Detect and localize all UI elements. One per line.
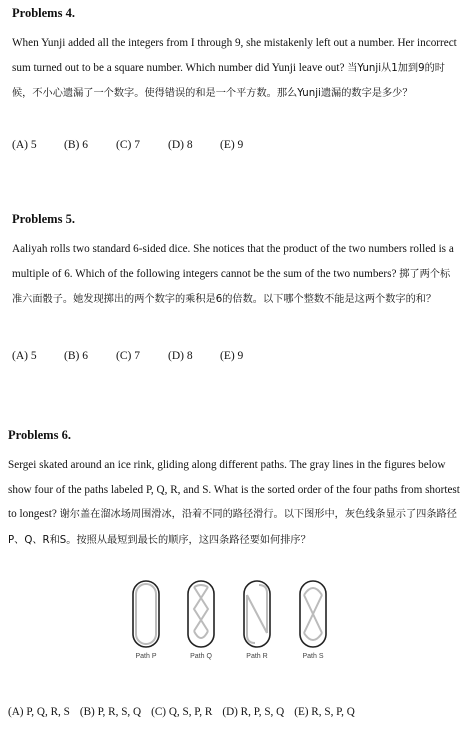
choice-a[interactable]: (A) P, Q, R, S [8, 706, 70, 718]
problem-6-english: Sergei skated around an ice rink, gliding along different paths. The gray lines in the figures below show four of the paths labeled P, Q, R, and S. What is the sorted order of the four paths from shortest to longest? [8, 459, 460, 520]
choice-e[interactable]: (E) R, S, P, Q [294, 706, 355, 718]
path-q-label: Path Q [190, 653, 212, 660]
problem-5-english: Aaliyah rolls two standard 6-sided dice. She notices that the product of the two numbers rolled is a multiple of 6. Which of the following integers cannot be the sum of the two numbers? [12, 243, 454, 280]
choice-d[interactable]: (D) 8 [168, 139, 193, 151]
problem-6-chinese: 谢尔盖在溜冰场周围滑冰，沿着不同的路径滑行。以下图形中，灰色线条显示了四条路径P、Q、R和S。按照从最短到最长的顺序，这四条路径要如何排序？ [8, 509, 457, 546]
choice-d[interactable]: (D) R, P, S, Q [222, 706, 285, 718]
path-figures-svg [0, 575, 464, 665]
path-q-figure [188, 581, 214, 647]
choice-e[interactable]: (E) 9 [220, 350, 244, 362]
choice-b[interactable]: (B) 6 [64, 350, 88, 362]
choice-b[interactable]: (B) P, R, S, Q [79, 706, 142, 718]
path-r-figure [244, 581, 270, 647]
problem-4-english: When Yunji added all the integers from I through 9, she mistakenly left out a number. Her incorrect sum turned out to be a square number. Which number did Yunji leave out? [12, 37, 457, 74]
problem-4-text [12, 31, 458, 107]
path-p-label: Path P [135, 653, 157, 660]
choice-c[interactable]: (C) 7 [116, 139, 140, 151]
path-p-figure [133, 581, 159, 647]
problem-4-title: Problems 4. [12, 6, 75, 20]
problem-5-title: Problems 5. [12, 212, 75, 226]
path-figures [0, 575, 464, 665]
problem-6-text [8, 453, 460, 553]
path-s-label: Path S [302, 653, 324, 660]
problem-4-choices [12, 139, 272, 151]
problem-5-text [12, 237, 458, 313]
problem-4-chinese: 当Yunji从1加到9的时候，不小心遗漏了一个数字。使得错误的和是一个平方数。那么Yunji遗漏的数字是多少？ [12, 62, 445, 99]
problem-6-choices [8, 706, 365, 718]
problem-5-choices [12, 350, 272, 362]
choice-a[interactable]: (A) 5 [12, 350, 37, 362]
problem-6-title: Problems 6. [8, 428, 71, 442]
problem-5 [12, 212, 458, 313]
choice-d[interactable]: (D) 8 [168, 350, 193, 362]
choice-c[interactable]: (C) Q, S, P, R [151, 706, 213, 718]
choice-b[interactable]: (B) 6 [64, 139, 88, 151]
choice-a[interactable]: (A) 5 [12, 139, 37, 151]
problem-5-chinese: 掷了两个标准六面骰子。她发现掷出的两个数字的乘积是6的倍数。以下哪个整数不能是这两个数字的和？ [12, 268, 451, 305]
choice-e[interactable]: (E) 9 [220, 139, 244, 151]
path-r-label: Path R [246, 653, 268, 660]
path-s-figure [300, 581, 326, 647]
choice-c[interactable]: (C) 7 [116, 350, 140, 362]
problem-4 [12, 6, 458, 107]
problem-6 [8, 428, 460, 553]
